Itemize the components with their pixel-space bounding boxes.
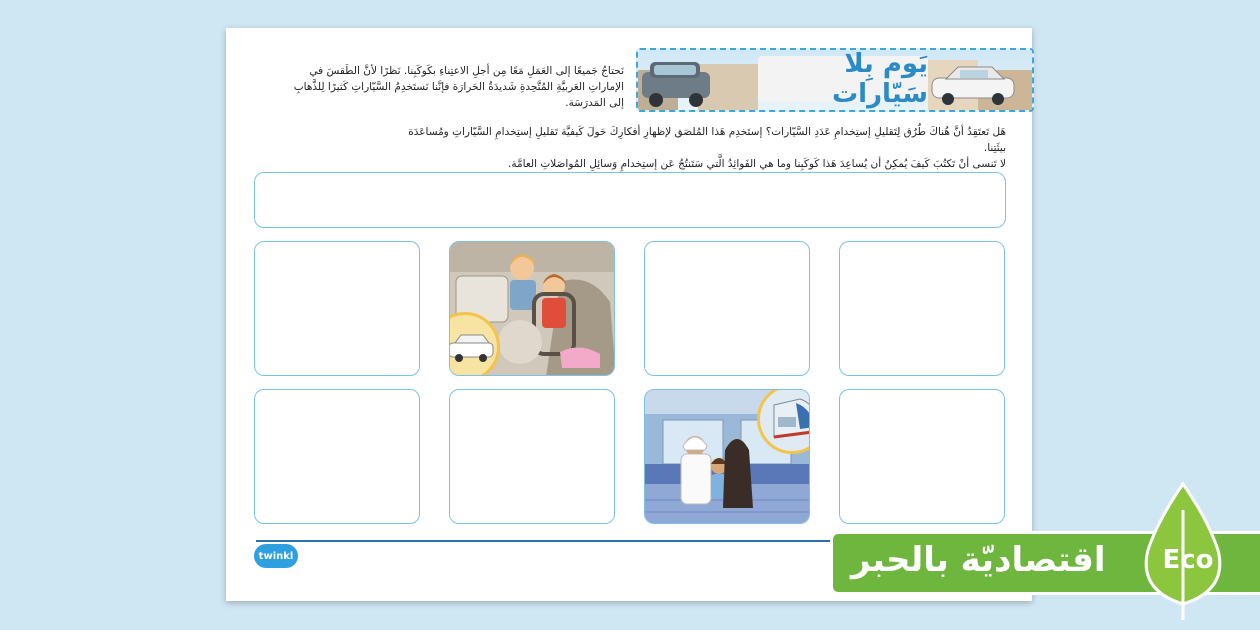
car-icon (928, 62, 1018, 106)
writing-box[interactable] (839, 241, 1005, 376)
eco-banner-text: اقتصاديّة بالحبر (851, 540, 1106, 580)
instructions (386, 124, 1006, 172)
tram-icon (760, 389, 810, 451)
eco-label: Eco (1162, 545, 1214, 575)
car-icon (638, 58, 714, 108)
instructions-line-1: هَل تَعتَقِدُ أنَّ هُناكَ طُرُق لِتَقليلِ إستِخدامِ عَدَدِ السَّيّارات؟ إستَخدِم هَذا المُلصَق لإظهارِ أفكارِكَ حَولَ كَيفيَّة تَقليلِ إستِخدامِ السَّيّاراتِ ومُساعَدَة بيئَتِنا. (408, 126, 1006, 154)
writing-box[interactable] (644, 241, 810, 376)
tram-family-picture (644, 389, 810, 524)
title-banner (636, 48, 1034, 112)
car-family-picture (449, 241, 615, 376)
wide-writing-box[interactable] (254, 172, 1006, 228)
writing-box[interactable] (449, 389, 615, 524)
writing-box[interactable] (254, 241, 420, 376)
writing-box[interactable] (839, 389, 1005, 524)
intro-text: نَحتاجُ جَميعًا إلى العَمَلِ مَعًا مِن أجلِ الاعتِناءِ بكَوكَبِنا. نَظرًا لأنَّ الطَقسَ في الإماراتِ العَربيَّةِ المُتَّحِدةِ شَديدَةُ الحَرارَة فإنَّنا نَستَخدِمُ السَّيّاراتِ كَثيرًا لِلذَّهابِ إلى المَدرَسَة. (293, 65, 624, 109)
instructions-line-2: لا تَنسى أنْ تَكتُبَ كَيفَ يُمكِنُ أن يُساعِدَ هَذا كَوكَبِنا وما هي الفَوائِدُ الَّتي سَتَنتُجُ عَن إستِخدامِ وَسائِلِ المُواصَلاتِ العامَّة. (508, 158, 1006, 170)
writing-box[interactable] (254, 389, 420, 524)
worksheet-title: يَوم بِلا سَيّارات (758, 56, 928, 102)
twinkl-logo: twinkl (254, 544, 298, 568)
worksheet (226, 28, 1032, 601)
